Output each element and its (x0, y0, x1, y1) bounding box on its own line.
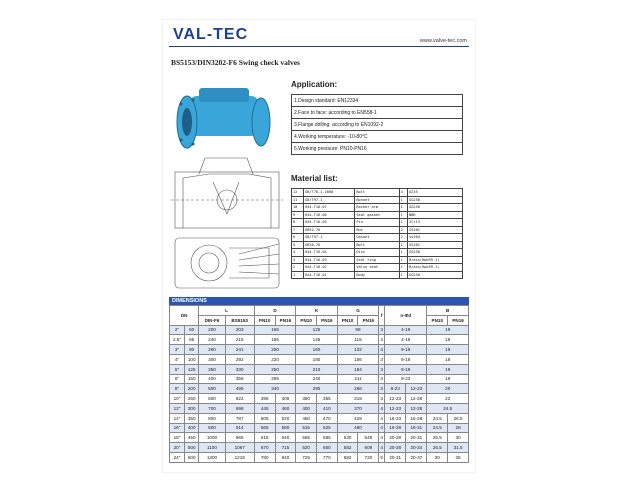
dimension-cell: 250 (254, 364, 295, 374)
dimension-cell: 295 (296, 384, 337, 394)
dimension-cell: 400 (184, 423, 198, 433)
material-cell: H44-T16-01 (304, 271, 355, 279)
dimension-cell: 525 (317, 423, 338, 433)
table-row (292, 189, 463, 197)
material-cell: 1 (399, 196, 408, 204)
dimension-cell: 620 (296, 443, 317, 453)
table-row (170, 433, 469, 443)
dimension-cell: 16-23 (385, 413, 406, 423)
material-cell: ss304 (408, 234, 463, 242)
col-l: L (199, 306, 254, 316)
dimension-cell: 330 (225, 364, 254, 374)
dimension-cell: 12-23 (406, 384, 427, 394)
valve-photo (177, 88, 270, 148)
dimension-cell: 211 (337, 374, 378, 384)
dimension-cell: 12-28 (406, 403, 427, 413)
dimension-cell: 12-28 (406, 394, 427, 404)
col-f: f (379, 306, 385, 326)
material-cell: H44-T16-06 (304, 211, 355, 219)
table-row (292, 196, 463, 204)
dimension-cell: 24.5 (427, 403, 469, 413)
material-cell: GB30-76 (304, 241, 355, 249)
col-b: B (427, 306, 469, 316)
dimension-cell: 285 (254, 374, 295, 384)
table-row (292, 107, 463, 119)
dimension-cell: 184 (337, 364, 378, 374)
table-row (170, 325, 469, 335)
dimension-cell: 520 (275, 413, 296, 423)
dimension-cell: 3 (379, 354, 385, 364)
material-cell: H44-T16-05 (304, 219, 355, 227)
dimension-cell: 700 (199, 403, 225, 413)
material-cell: GB/T70.1-2000 (304, 189, 355, 197)
col-d: D (254, 306, 295, 316)
dimension-cell: 429 (337, 413, 378, 423)
col-b-pn10: PN10 (427, 315, 448, 325)
dimension-cell: 260 (199, 345, 225, 355)
dimension-cell: 156 (337, 354, 378, 364)
table-row (170, 413, 469, 423)
dimension-cell: 65 (184, 335, 198, 345)
dimension-cell: 24.5 (427, 413, 448, 423)
dimension-cell: 160 (296, 345, 337, 355)
table-row (170, 345, 469, 355)
material-cell: Brass(Hpb59-1) (408, 264, 463, 272)
dimension-cell: 12-23 (385, 403, 406, 413)
dimension-cell: 8-19 (385, 364, 427, 374)
dimension-cell: 30 (448, 433, 469, 443)
dimension-cell: 3 (379, 335, 385, 345)
col-g-pn10: PN10 (337, 315, 358, 325)
dimension-cell: 585 (317, 433, 338, 443)
dimension-cell: 125 (184, 364, 198, 374)
dimensions-bar: DIMENSIONS (169, 297, 469, 305)
dimension-cell: 1067 (225, 443, 254, 453)
material-cell: NBR (408, 211, 463, 219)
material-cell: 5 (292, 241, 304, 249)
material-cell: Seal ring (355, 256, 399, 264)
dimension-cell: 1300 (199, 452, 225, 462)
material-cell: Gasket (355, 234, 399, 242)
material-cell: Bolt (355, 241, 399, 249)
table-row (292, 211, 463, 219)
material-cell: 3 (292, 256, 304, 264)
dimension-cell: 350 (296, 394, 317, 404)
table-row (292, 249, 463, 257)
dimension-cell: 355 (317, 394, 338, 404)
dimension-cell: 480 (337, 423, 378, 433)
dimensions-table (169, 305, 469, 463)
dimension-cell: 640 (275, 433, 296, 443)
dimension-cell: 670 (254, 443, 275, 453)
dimension-cell: 350 (199, 364, 225, 374)
dimension-cell: 18" (170, 433, 185, 443)
application-item: 1.Design standard: EN12334 (292, 95, 463, 107)
table-row (292, 226, 463, 234)
dimension-cell: 25.5 (427, 433, 448, 443)
dimension-cell: 145 (296, 335, 337, 345)
dimension-cell: 405 (275, 394, 296, 404)
dimension-cell: 615 (254, 433, 275, 443)
dimension-cell: 3 (379, 374, 385, 384)
dimension-cell: 20 (427, 384, 469, 394)
material-cell: Pin (355, 219, 399, 227)
dimension-cell: 36 (448, 452, 469, 462)
website-link[interactable]: www.valve-tec.com (419, 38, 467, 44)
material-table (291, 188, 463, 279)
dimension-cell: 19 (427, 335, 469, 345)
col-k-pn16: PN16 (317, 315, 338, 325)
col-l-din: DIN-F6 (199, 315, 225, 325)
dimension-cell: 565 (254, 423, 275, 433)
material-cell: 4 (292, 249, 304, 257)
col-d-pn16: PN16 (275, 315, 296, 325)
table-row (292, 271, 463, 279)
dimension-cell: 450 (184, 433, 198, 443)
dimension-cell: 770 (317, 452, 338, 462)
dimension-cell: 400 (296, 403, 317, 413)
dimension-cell: 19 (427, 354, 469, 364)
dimension-cell: 300 (184, 403, 198, 413)
dimension-cell: 350 (184, 413, 198, 423)
col-b-pn16: PN16 (448, 315, 469, 325)
application-item: 2.Face to face: according to EN558-1 (292, 107, 463, 119)
dimension-cell: 8-19 (385, 354, 427, 364)
dimension-cell: 10" (170, 394, 185, 404)
header-rule (169, 46, 469, 47)
dimension-cell: 600 (199, 394, 225, 404)
dimension-cell: 99 (337, 325, 378, 335)
material-cell: 1 (399, 204, 408, 212)
dimension-cell: 470 (317, 413, 338, 423)
dimension-cell: 8" (170, 384, 185, 394)
dimension-cell: 50 (184, 325, 198, 335)
dimension-cell: 26.5 (448, 413, 469, 423)
material-cell: 11 (292, 196, 304, 204)
material-cell: SS201 (408, 241, 463, 249)
dimension-cell: 460 (275, 403, 296, 413)
dimension-cell: 370 (337, 403, 378, 413)
table-header-row (170, 306, 469, 316)
dimension-cell: 682 (337, 452, 358, 462)
dimension-cell: 4 (379, 423, 385, 433)
material-cell: 2 (399, 226, 408, 234)
dimension-cell: 548 (358, 433, 379, 443)
application-item: 3.Flange drilling: according to EN1092-2 (292, 119, 463, 131)
dimension-cell: 200 (199, 325, 225, 335)
col-g: G (337, 306, 378, 316)
dimension-cell: 5 (379, 452, 385, 462)
col-nd: n-Φd (385, 306, 427, 326)
material-cell: 1 (399, 219, 408, 227)
dimension-cell: 6" (170, 374, 185, 384)
col-g-pn16: PN16 (358, 315, 379, 325)
material-cell: H44-T16-04 (304, 249, 355, 257)
dimension-cell: 2" (170, 325, 185, 335)
dimension-cell: 500 (184, 443, 198, 453)
material-cell: Valve seat (355, 264, 399, 272)
material-cell: GG250 (408, 196, 463, 204)
material-cell: Nut (355, 226, 399, 234)
material-cell: H44-T16-02 (304, 264, 355, 272)
material-cell: H44-T16-03 (304, 256, 355, 264)
dimension-cell: 622 (225, 394, 254, 404)
dimension-cell: 24" (170, 452, 185, 462)
dimension-cell: 1219 (225, 452, 254, 462)
table-row (292, 219, 463, 227)
material-cell: 4 (399, 189, 408, 197)
dimension-cell: 715 (275, 443, 296, 453)
dimension-cell: 266 (337, 384, 378, 394)
company-logo: VAL-TEC (173, 26, 249, 43)
table-row (292, 241, 463, 249)
table-row (292, 234, 463, 242)
dimension-cell: 220 (254, 354, 295, 364)
dimension-cell: 20-31 (385, 452, 406, 462)
dimension-cell: 8-23 (385, 384, 406, 394)
dimension-cell: 20-34 (406, 443, 427, 453)
material-cell: Bonnet (355, 196, 399, 204)
table-row (170, 452, 469, 462)
dimension-cell: 8-23 (385, 374, 427, 384)
table-row (292, 95, 463, 107)
dimension-cell: 609 (358, 443, 379, 453)
dimension-cell: 31.5 (448, 443, 469, 453)
dimension-cell: 3" (170, 345, 185, 355)
material-cell: Bolt (355, 189, 399, 197)
dimension-cell: 3 (379, 384, 385, 394)
datasheet-page (163, 20, 475, 472)
dimension-cell: 530 (337, 433, 358, 443)
dimension-cell: 4 (379, 413, 385, 423)
material-cell: GG250 (408, 204, 463, 212)
material-cell: Disc (355, 249, 399, 257)
dimension-cell: 250 (184, 394, 198, 404)
dimension-cell: 3 (379, 364, 385, 374)
dimension-cell: 400 (199, 374, 225, 384)
dimension-cell: 16" (170, 423, 185, 433)
material-cell: 2Cr13 (408, 219, 463, 227)
table-row (170, 443, 469, 453)
material-cell: GG250 (408, 271, 463, 279)
table-row (170, 423, 469, 433)
dimension-cell: 241 (225, 345, 254, 355)
dimension-cell: 210 (296, 364, 337, 374)
dimension-cell: 12-23 (385, 394, 406, 404)
material-cell: SS201 (408, 226, 463, 234)
dimension-cell: 19 (427, 374, 469, 384)
table-row (170, 335, 469, 345)
material-cell: 6 (292, 234, 304, 242)
material-cell: 9 (292, 211, 304, 219)
dimension-cell: 3 (379, 394, 385, 404)
material-cell: Brass(Hpb59-1) (408, 256, 463, 264)
table-row (292, 119, 463, 131)
dimension-cell: 150 (184, 374, 198, 384)
table-row (170, 394, 469, 404)
dimension-cell: 30 (427, 452, 448, 462)
dimension-cell: 3 (379, 345, 385, 355)
material-cell: GB52-76 (304, 226, 355, 234)
material-cell: 1 (399, 249, 408, 257)
table-row (292, 256, 463, 264)
material-cell: GB/T97.1 (304, 196, 355, 204)
dimension-cell: 650 (317, 443, 338, 453)
dimension-cell: 2.5" (170, 335, 185, 345)
dimension-cell: 600 (184, 452, 198, 462)
dimension-cell: 20-28 (385, 443, 406, 453)
dimension-cell: 787 (225, 413, 254, 423)
dimension-cell: 19 (427, 345, 469, 355)
dimension-cell: 240 (296, 374, 337, 384)
dimension-cell: 1100 (199, 443, 225, 453)
material-cell: 7 (292, 226, 304, 234)
dimension-cell: 80 (184, 345, 198, 355)
dimension-cell: 410 (317, 403, 338, 413)
table-row (170, 354, 469, 364)
table-row (292, 204, 463, 212)
col-dn: DN (170, 306, 199, 326)
dimension-cell: 4-19 (385, 335, 427, 345)
dimension-cell: 3 (379, 325, 385, 335)
dimension-cell: 200 (184, 384, 198, 394)
dimension-cell: 780 (254, 452, 275, 462)
dimension-cell: 500 (199, 384, 225, 394)
application-item: 5.Working pressure: PN10-PN16 (292, 143, 463, 155)
application-heading: Application: (291, 80, 338, 89)
material-cell: 10 (292, 204, 304, 212)
dimension-cell: 565 (296, 433, 317, 443)
dimension-cell: 1000 (199, 433, 225, 443)
dimension-cell: 118 (337, 335, 378, 345)
material-cell: GG250 (408, 249, 463, 257)
dimension-cell: 22 (427, 394, 469, 404)
dimension-cell: 16-28 (385, 423, 406, 433)
dimension-cell: 16-28 (406, 413, 427, 423)
dimension-cell: 203 (225, 325, 254, 335)
dimension-cell: 445 (254, 403, 275, 413)
material-heading: Material list: (291, 174, 338, 183)
material-cell: 2 (399, 234, 408, 242)
material-cell: 1 (399, 256, 408, 264)
dimension-cell: 180 (296, 354, 337, 364)
dimension-cell: 356 (225, 374, 254, 384)
dimension-cell: 800 (199, 413, 225, 423)
material-cell: H44-T16-07 (304, 204, 355, 212)
dimension-cell: 292 (225, 354, 254, 364)
dimension-cell: 720 (358, 452, 379, 462)
valve-section-drawing (171, 158, 283, 288)
dimension-cell: 20-31 (406, 433, 427, 443)
dimension-cell: 840 (275, 452, 296, 462)
dimension-cell: 20-28 (385, 433, 406, 443)
dimension-cell: 200 (254, 345, 295, 355)
dimension-cell: 965 (225, 433, 254, 443)
valve-drawing (169, 78, 287, 292)
dimension-cell: 914 (225, 423, 254, 433)
dimension-cell: 725 (296, 452, 317, 462)
material-cell: 1 (292, 271, 304, 279)
table-row (292, 131, 463, 143)
material-cell: 12 (292, 189, 304, 197)
material-cell: 1 (399, 264, 408, 272)
dimension-cell: 216 (225, 335, 254, 345)
dimension-cell: 12" (170, 403, 185, 413)
material-cell: 1 (399, 241, 408, 249)
dimension-cell: 16-31 (406, 423, 427, 433)
dimension-cell: 14" (170, 413, 185, 423)
dimension-cell: 4 (379, 443, 385, 453)
material-cell: GB/T97.1 (304, 234, 355, 242)
dimension-cell: 20" (170, 443, 185, 453)
material-cell: 1 (399, 211, 408, 219)
dimension-cell: 300 (199, 354, 225, 364)
dimension-cell: 4-19 (385, 325, 427, 335)
dimension-cell: 19 (427, 325, 469, 335)
table-row (292, 143, 463, 155)
dimension-cell: 505 (254, 413, 275, 423)
dimension-cell: 495 (225, 384, 254, 394)
dimension-cell: 8-19 (385, 345, 427, 355)
dimension-cell: 340 (254, 384, 295, 394)
dimension-cell: 125 (296, 325, 337, 335)
col-k-pn10: PN10 (296, 315, 317, 325)
dimension-cell: 4 (379, 403, 385, 413)
material-cell: Q235 (408, 189, 463, 197)
material-cell: 2 (292, 264, 304, 272)
dimension-cell: 5" (170, 364, 185, 374)
dimension-cell: 800 (199, 423, 225, 433)
dimension-cell: 582 (337, 443, 358, 453)
material-cell: Seal gasket (355, 211, 399, 219)
table-row (170, 364, 469, 374)
dimension-cell: 100 (184, 354, 198, 364)
col-l-bs: BS5153 (225, 315, 254, 325)
application-table (291, 94, 463, 155)
dimension-cell: 395 (254, 394, 275, 404)
material-cell: Rocker arm (355, 204, 399, 212)
dimension-cell: 240 (199, 335, 225, 345)
table-row (170, 403, 469, 413)
dimension-cell: 20-37 (406, 452, 427, 462)
dimension-cell: 19 (427, 364, 469, 374)
dimension-cell: 4" (170, 354, 185, 364)
dimension-cell: 319 (337, 394, 378, 404)
dimension-cell: 185 (254, 335, 295, 345)
dimension-cell: 132 (337, 345, 378, 355)
product-title: BS5153/DIN3202-F6 Swing check valves (171, 58, 300, 67)
table-row (170, 374, 469, 384)
col-d-pn10: PN10 (254, 315, 275, 325)
col-k: K (296, 306, 337, 316)
dimension-cell: 26.5 (427, 443, 448, 453)
dimension-cell: 515 (296, 423, 317, 433)
material-cell: Body (355, 271, 399, 279)
dimension-cell: 28 (448, 423, 469, 433)
dimension-cell: 24.5 (427, 423, 448, 433)
dimension-cell: 460 (296, 413, 317, 423)
application-item: 4.Working temperature: -10-80°C (292, 131, 463, 143)
table-row (170, 384, 469, 394)
dimension-cell: 698 (225, 403, 254, 413)
table-row (292, 264, 463, 272)
dimension-cell: 165 (254, 325, 295, 335)
dimension-cell: 580 (275, 423, 296, 433)
dimension-cell: 4 (379, 433, 385, 443)
material-cell: 8 (292, 219, 304, 227)
material-cell: 1 (399, 271, 408, 279)
